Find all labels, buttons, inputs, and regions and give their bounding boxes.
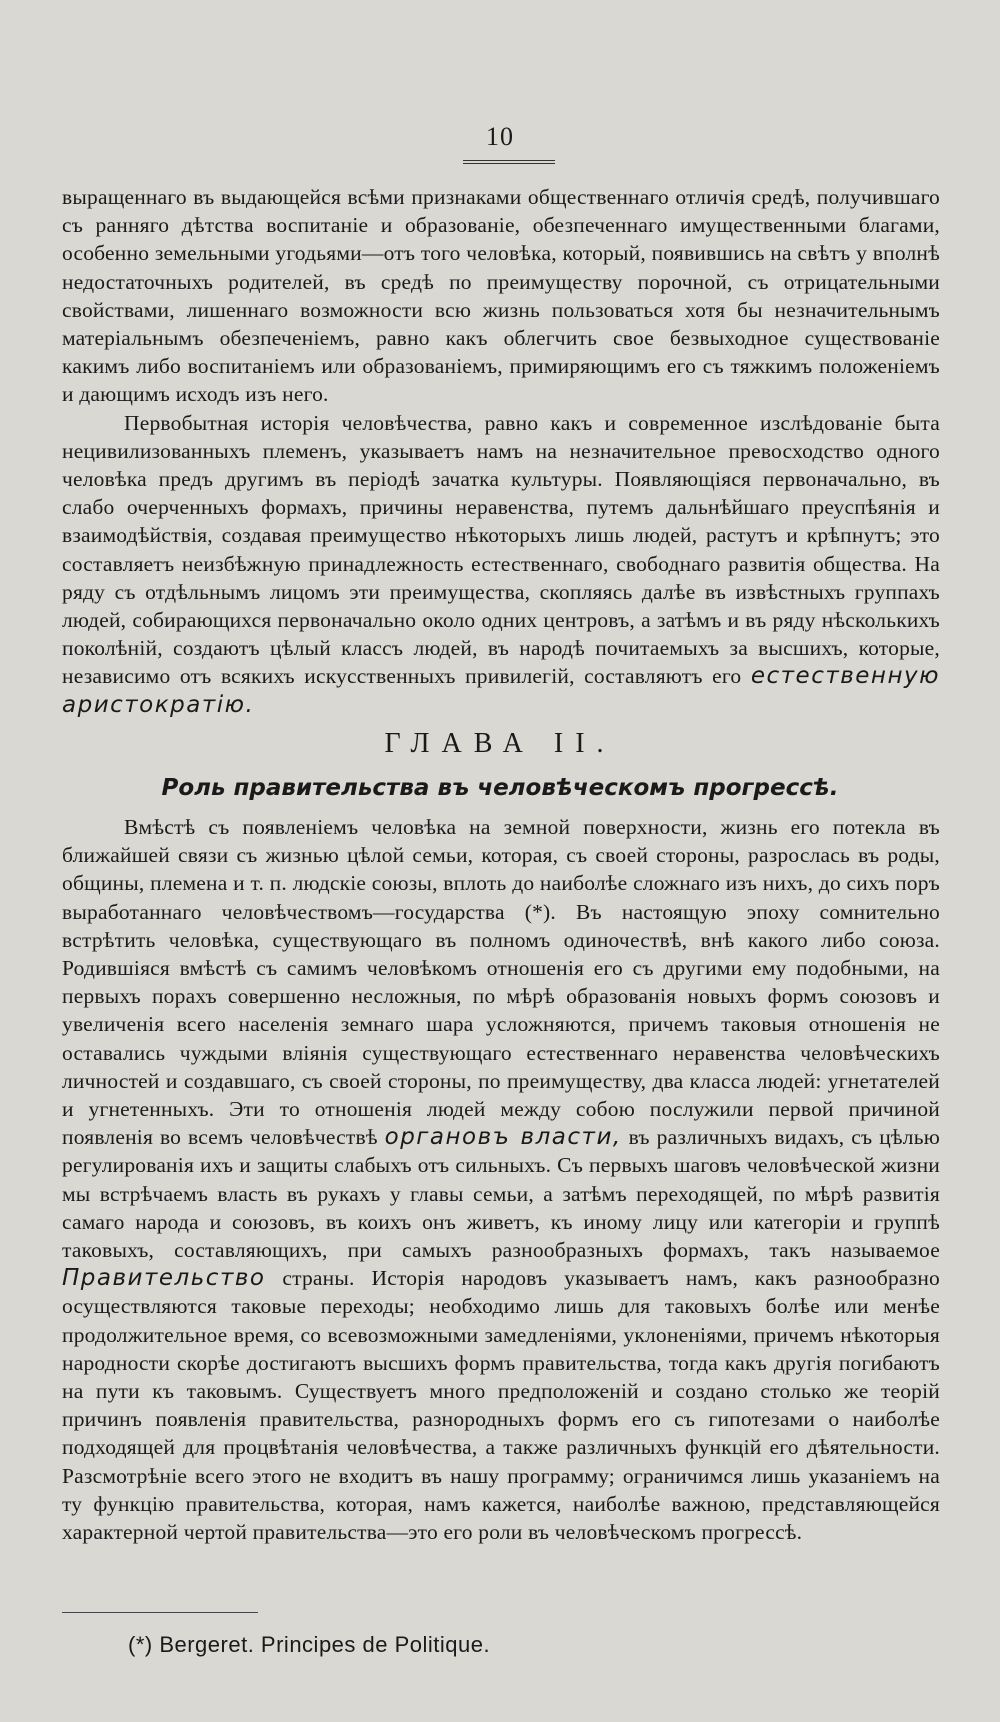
paragraph-text-part2: въ различныхъ видахъ, съ цѣлью регулированія ихъ и защиты слабыхъ отъ сильныхъ. Съ первыхъ шаговъ человѣческой жизни мы встрѣчаемъ власть въ рукахъ у главы семьи, а затѣмъ переходящей, по мѣрѣ развитія самаго народа и союзовъ, въ коихъ онъ живетъ, къ иному лицу или категоріи и группѣ таковыхъ, составляющихъ, при самыхъ разнообразныхъ формахъ, такъ называемое [62,1125,940,1263]
paragraph-government-role [62,813,940,1546]
page-number-rule [463,160,555,164]
emphasis-government: Правительство [62,1265,266,1292]
section-one-text [62,183,940,719]
paragraph-text-part1: Вмѣстѣ съ появленіемъ человѣка на земной поверхности, жизнь его потекла въ ближайшей связи съ жизнью цѣлой семьи, которая, съ своей стороны, разрослась въ роды, общины, племена и т. п. людскіе союзы, вплоть до наиболѣе сложнаго изъ нихъ, до сихъ поръ выработаннаго человѣчествомъ—государства (*). Въ настоящую эпоху сомнительно встрѣтить человѣка, существующаго въ полномъ одиночествѣ, внѣ какого либо союза. Родившіяся вмѣстѣ съ самимъ человѣкомъ отношенія его съ другими ему подобными, на первыхъ порахъ совершенно несложныя, по мѣрѣ образованія новыхъ формъ союзовъ и увеличенія всего населенія земнаго шара усложняются, причемъ таковыя отношенія не оставались чуждыми вліянія существующаго естественнаго неравенства человѣческихъ личностей и создавшаго, съ своей стороны, по преимуществу, два класса людей: угнетателей и угнетенныхъ. Эти то отношенія людей между собою послужили первой причиной появленія во всемъ человѣчествѣ [62,815,940,1150]
section-two-text [62,813,940,1546]
footnote: (*) Bergeret. Principes de Politique. [128,1632,491,1657]
chapter-subtitle: Роль правительства въ человѣческомъ прогрессѣ. [161,775,839,801]
footnote-rule [62,1612,258,1613]
paragraph-text-part3: страны. Исторія народовъ указываетъ намъ, какъ разнообразно осуществляются таковые переходы; необходимо лишь для таковыхъ болѣе или менѣе продолжительное время, со всевозможными замедленіями, уклоненіями, причемъ нѣкоторыя народности скорѣе достигаютъ высшихъ формъ правительства, тогда какъ другія погибаютъ на пути къ таковымъ. Существуетъ много предположеній и создано столько же теорій причинъ появленія правительства, разнородныхъ формъ его съ гипотезами о наиболѣе подходящей для процвѣтанія человѣчества, а также различныхъ функцій его дѣятельности. Разсмотрѣніе всего этого не входитъ въ нашу программу; ограничимся лишь указаніемъ на ту функцію правительства, которая, намъ кажется, наиболѣе важною, представляющейся характерной чертой правительства—это его роли въ человѣческомъ прогрессѣ. [62,1266,941,1545]
paragraph-text: Первобытная исторія человѣчества, равно какъ и современное изслѣдованіе быта нецивилизованныхъ племенъ, указываетъ намъ на незначительное превосходство одного человѣка предъ другимъ въ періодѣ зачатка культуры. Появляющіяся первоначально, въ слабо очерченныхъ формахъ, причины неравенства, путемъ дальнѣйшаго преуспѣянія и взаимодѣйствія, создавая преимущество нѣкоторыхъ лишь людей, растутъ и крѣпнутъ; это составляетъ неизбѣжную принадлежность естественнаго, свободнаго развитія общества. На ряду съ отдѣльнымъ лицомъ эти преимущества, скопляясь далѣе въ извѣстныхъ группахъ людей, собирающихся первоначально около одних центровъ, а затѣмъ и въ ряду нѣсколькихъ поколѣній, создаютъ цѣлый классъ людей, въ народѣ почитаемыхъ за высшихъ, которые, независимо отъ всякихъ искусственныхъ привилегій, составляютъ его [62,410,940,689]
paragraph-primitive-history [62,409,940,719]
paragraph-continued: выращеннаго въ выдающейся всѣми признаками общественнаго отличія средѣ, получившаго съ ранняго дѣтства воспитаніе и образованіе, обезпеченнаго имущественными благами, особенно земельными угодьями—отъ того человѣка, который, появившись на свѣтъ у вполнѣ недостаточныхъ родителей, въ средѣ по преимуществу порочной, съ отрицательными свойствами, лишеннаго возможности всю жизнь пользоваться хотя бы незначительнымъ матеріальнымъ обезпеченіемъ, равно какъ облегчить свое безвыходное существованіе какимъ либо воспитаніемъ или образованіемъ, примиряющимъ его съ тяжкимъ положеніемъ и дающимъ исходъ изъ него. [62,185,940,407]
emphasis-organs-of-power: органовъ власти, [384,1124,622,1151]
page-number: 10 [486,122,514,151]
chapter-title: ГЛАВА II. [384,728,616,759]
emphasis-natural-aristocracy: естественную аристократію. [62,663,940,718]
